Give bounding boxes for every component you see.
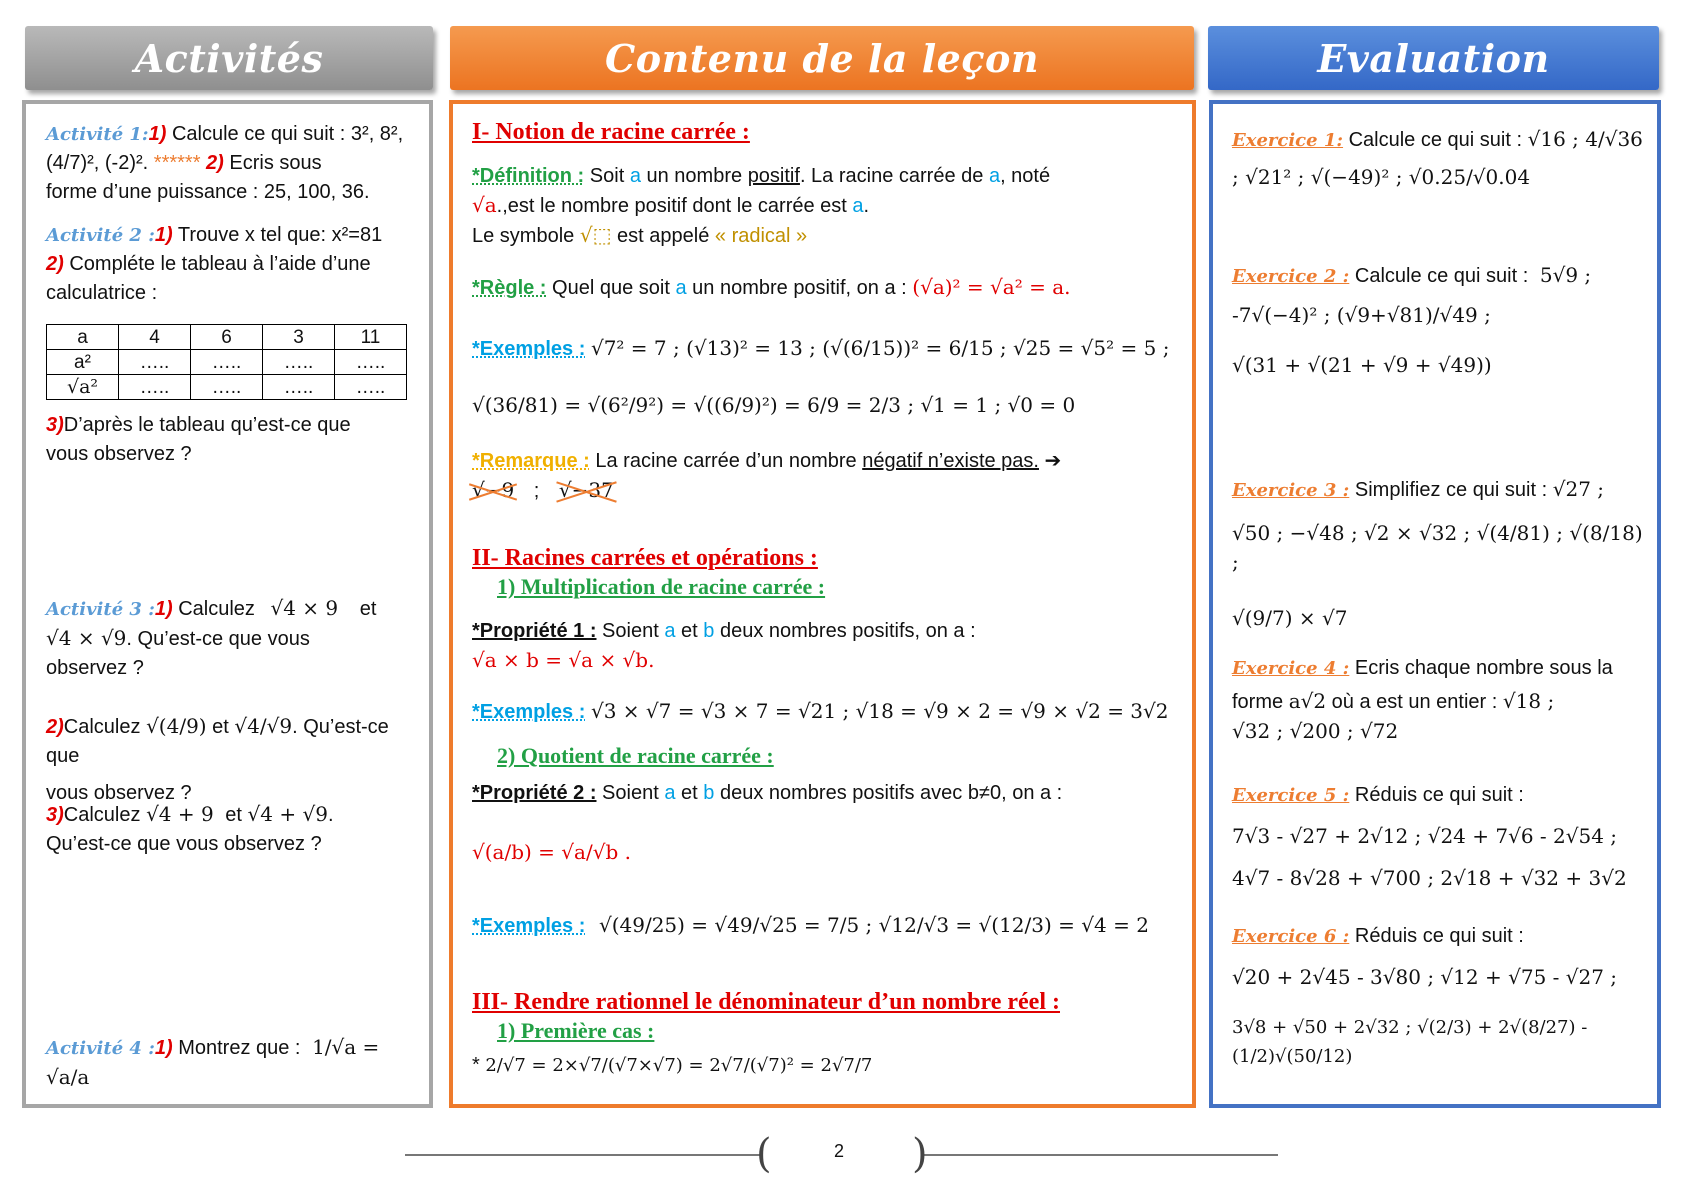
item-number: 3) [46,804,64,826]
activite-1-text-2: Ecris sous [229,152,322,174]
regle-keyword: *Règle : [472,277,547,299]
table-cell: ….. [119,375,191,400]
table-cell: ….. [191,350,263,375]
item-number: 1) [154,1037,173,1059]
activite-3-et: et [225,804,242,826]
definition-text: Soit [589,165,625,187]
subsection-title-multiplication: 1) Multiplication de racine carrée : [497,574,826,599]
exercice-3 [1232,475,1652,634]
exercice-5-label: Exercice 5 : [1232,785,1350,806]
math-expression: 7√3 - √27 + 2√12 ; √24 + 7√6 - 2√54 ; [1232,824,1618,848]
propriete-keyword: *Propriété 2 : [472,782,597,804]
math-expression: √27 ; [1552,477,1605,501]
definition-text: . La racine carrée de [799,165,984,187]
footer-right-brace: ) [912,1131,928,1177]
page-number: 2 [834,1141,845,1161]
table-cell: 4 [119,325,191,350]
table-cell: √a² [47,375,119,400]
activite-3-text-3: observez ? [46,657,144,679]
table-cell: 3 [263,325,335,350]
exemples-2 [472,697,1192,727]
activite-2-text-5: vous observez ? [46,443,192,465]
math-expression: √4 × 9 [270,596,339,620]
exercice-3-text: Simplifiez ce qui suit : [1354,479,1548,501]
definition-text: , noté [1000,165,1051,187]
table-cell: ….. [191,375,263,400]
activite-3-text-2: . Qu’est-ce que vous [126,628,310,650]
exercice-2 [1232,261,1652,381]
regle [472,273,1182,303]
var-a: a [629,165,641,187]
activite-1-text: Calcule ce qui suit : 3², 8², (4/7)², (-2)². [46,123,404,174]
table-cell: ….. [263,350,335,375]
calc-table [46,324,407,400]
activite-2-text-4: D’après le tableau qu’est-ce que [63,414,351,436]
item-number: 1) [154,224,173,246]
table-cell: ….. [335,375,407,400]
activite-2 [46,221,421,308]
math-expression: -7√(−4)² ; (√9+√81)/√49 ; [1232,303,1491,327]
math-expression: 4√7 - 8√28 + √700 ; 2√18 + √32 + 3√2 [1232,866,1627,890]
math-expression: √a × b = √a × √b. [472,648,655,672]
definition-text: un nombre [646,165,743,187]
exercice-6-label: Exercice 6 : [1232,926,1350,947]
var-a: a [675,277,687,299]
var-a: a [852,195,864,217]
activite-3-question-2 [46,712,421,808]
propriete-keyword: *Propriété 1 : [472,620,597,642]
math-expression: √4 + 9 [146,802,214,826]
math-expression: √(4/9) [146,714,207,738]
propriete-1 [472,617,1182,676]
math-expression: √18 ; [1502,689,1555,713]
definition-keyword: *Définition : [472,165,585,187]
exemples-1 [472,334,1182,364]
exemple-4 [472,1051,1182,1080]
var-a: a [664,782,676,804]
symbol-text: est appelé [617,225,710,247]
math-expression: √16 ; 4/√36 [1527,127,1643,151]
math-expression: √4 + √9 [247,802,328,826]
remarque-text: négatif n’existe pas. [862,450,1039,472]
exemples-keyword: *Exemples : [472,701,586,723]
math-expression: √a [472,193,497,217]
definition-text: .,est le nombre positif dont le carrée est [496,195,847,217]
exercice-1-label: Exercice 1: [1232,130,1344,151]
activite-3-et: et [359,598,377,620]
math-expression: 1/√a = √a/a [46,1035,380,1089]
subsection-title-quotient: 2) Quotient de racine carrée : [497,743,774,768]
math-expression: √(49/25) = √49/√25 = 7/5 ; √12/√3 = √(12/3) = √4 = 2 [598,913,1149,937]
table-row [47,375,407,400]
propriete-text: et [681,782,698,804]
section-title-1: I- Notion de racine carrée : [472,119,750,145]
var-a: a [988,165,1001,187]
math-expression: √20 + 2√45 - 3√80 ; √12 + √75 - √27 ; [1232,965,1618,989]
math-expression: √4 × √9 [46,626,127,650]
propriete-text: Soient [602,782,659,804]
exemples-keyword: *Exemples : [472,338,586,360]
math-expression: 2/√7 = 2×√7/(√7×√7) = 2√7/(√7)² = 2√7/7 [485,1055,873,1076]
subsection-title-premiere-cas: 1) Première cas : [497,1018,655,1043]
radical-symbol: √⬚ [579,223,612,247]
item-number: 3) [46,414,64,436]
activite-3-et: et [212,716,229,738]
math-expression: a√2 [1288,689,1327,713]
item-number: 1) [148,123,167,145]
table-row [47,325,407,350]
item-number: 2) [46,253,64,275]
item-number: 2) [46,716,64,738]
exercice-4-text: Ecris chaque nombre sous la [1354,657,1613,679]
math-expression: ; √21² ; √(−49)² ; √0.25/√0.04 [1232,165,1531,189]
math-expression: √(31 + √(21 + √9 + √49)) [1232,353,1492,377]
definition-text: positif [747,165,800,187]
var-a: a [664,620,676,642]
remarque-keyword: *Remarque : [472,450,590,472]
exercice-2-label: Exercice 2 : [1232,266,1350,287]
exemples-1-line-2: √(36/81) = √(6²/9²) = √((6/9)²) = 6/9 = 2/3 ; √1 = 1 ; √0 = 0 [472,393,1076,417]
activite-1 [46,120,421,207]
item-number: 2) [206,152,224,174]
var-b: b [703,782,715,804]
table-cell: ….. [335,350,407,375]
header-contenu: Contenu de la leçon [450,26,1194,90]
propriete-2-formula: √(a/b) = √a/√b . [472,840,631,864]
separator: ; [533,480,540,502]
table-cell: a² [47,350,119,375]
activite-2-label: Activité 2 : [46,225,155,246]
math-expression: √4/√9 [234,714,293,738]
exercice-4 [1232,654,1652,747]
exercice-1-text: Calcule ce qui suit : [1348,129,1523,151]
exercice-6 [1232,922,1652,1071]
exercice-5-text: Réduis ce qui suit : [1354,784,1524,806]
section-title-3: III- Rendre rationnel le dénominateur d’un nombre réel : [472,989,1060,1015]
exercice-4-text-2: forme [1232,691,1284,713]
item-number: 1) [154,598,173,620]
activite-3-text-9: Qu’est-ce que vous observez ? [46,833,322,855]
exercice-3-label: Exercice 3 : [1232,480,1350,501]
panel-contenu [449,100,1196,1108]
header-activites: Activités [25,26,433,90]
activite-4-text: Montrez que : [178,1037,301,1059]
propriete-text: deux nombres positifs avec b≠0, on a : [719,782,1063,804]
propriete-text: deux nombres positifs, on a : [719,620,976,642]
propriete-text: et [681,620,698,642]
regle-text: Quel que soit [552,277,670,299]
table-cell: ….. [119,350,191,375]
activite-3-text-4: Calculez [63,716,141,738]
arrow-icon: ➔ [1044,450,1062,472]
stars-separator: ****** [153,152,201,174]
exercice-2-text: Calcule ce qui suit : [1354,265,1529,287]
table-cell: 6 [191,325,263,350]
activite-1-label: Activité 1: [46,124,149,145]
exercice-5 [1232,781,1652,894]
table-cell: 11 [335,325,407,350]
activite-1-text-3: forme d’une puissance : 25, 100, 36. [46,181,370,203]
table-row [47,350,407,375]
header-evaluation: Evaluation [1208,26,1659,90]
math-expression: 5√9 ; [1539,263,1592,287]
activite-3 [46,594,421,683]
footer-line-right [922,1154,1278,1156]
regle-text: un nombre positif, on a : [692,277,907,299]
math-expression: 3√8 + √50 + 2√32 ; √(2/3) + 2√(8/27) - (1/2)√(50/12) [1232,1017,1588,1067]
activite-2-text-2: Compléte le tableau à l’aide d’une [69,253,371,275]
activite-3-question-3 [46,800,421,859]
activite-2-question-3 [46,411,421,469]
math-expression: √3 × √7 = √3 × 7 = √21 ; √18 = √9 × 2 = √9 × √2 = 3√2 [590,699,1169,723]
activite-4-label: Activité 4 : [46,1038,155,1059]
exemples-3 [472,911,1182,941]
math-expression: √−37 [559,476,614,505]
activite-3-text: Calculez [178,598,255,620]
bullet: * [472,1054,480,1076]
exercice-4-label: Exercice 4 : [1232,658,1350,679]
activite-3-text-8: . [327,804,334,826]
math-expression: (√a)² = √a² = a. [912,275,1071,299]
footer-line-left [405,1154,760,1156]
footer-left-brace: ( [756,1131,772,1177]
section-title-2: II- Racines carrées et opérations : [472,545,818,571]
activite-3-text-5: . Qu’est-ce que [46,716,389,767]
exemples-keyword: *Exemples : [472,915,586,937]
exercice-6-text: Réduis ce qui suit : [1354,925,1524,947]
var-b: b [703,620,715,642]
math-expression: √−9 [472,476,514,505]
activite-3-text-6: vous observez ? [46,782,192,804]
exercice-1 [1232,125,1652,193]
propriete-2 [472,779,1182,808]
punctuation: . [863,195,870,217]
radical-label: « radical » [714,225,808,247]
math-expression: √7² = 7 ; (√13)² = 13 ; (√(6/15))² = 6/15 ; √25 = √5² = 5 ; [590,336,1170,360]
table-cell: ….. [263,375,335,400]
math-expression: √32 ; √200 ; √72 [1232,719,1399,743]
definition [472,162,1182,251]
table-cell: a [47,325,119,350]
activite-3-text-7: Calculez [63,804,141,826]
activite-2-text: Trouve x tel que: x²=81 [177,224,383,246]
propriete-text: Soient [602,620,659,642]
math-expression: √(9/7) × √7 [1232,606,1348,630]
activite-3-label: Activité 3 : [46,599,155,620]
math-expression: √50 ; −√48 ; √2 × √32 ; √(4/81) ; √(8/18) ; [1232,521,1643,574]
activite-4 [46,1033,421,1093]
activite-2-text-3: calculatrice : [46,282,158,304]
remarque-text: La racine carrée d’un nombre [595,450,857,472]
remarque [472,447,1182,506]
symbol-text: Le symbole [472,225,575,247]
exercice-4-text-3: où a est un entier : [1331,691,1498,713]
